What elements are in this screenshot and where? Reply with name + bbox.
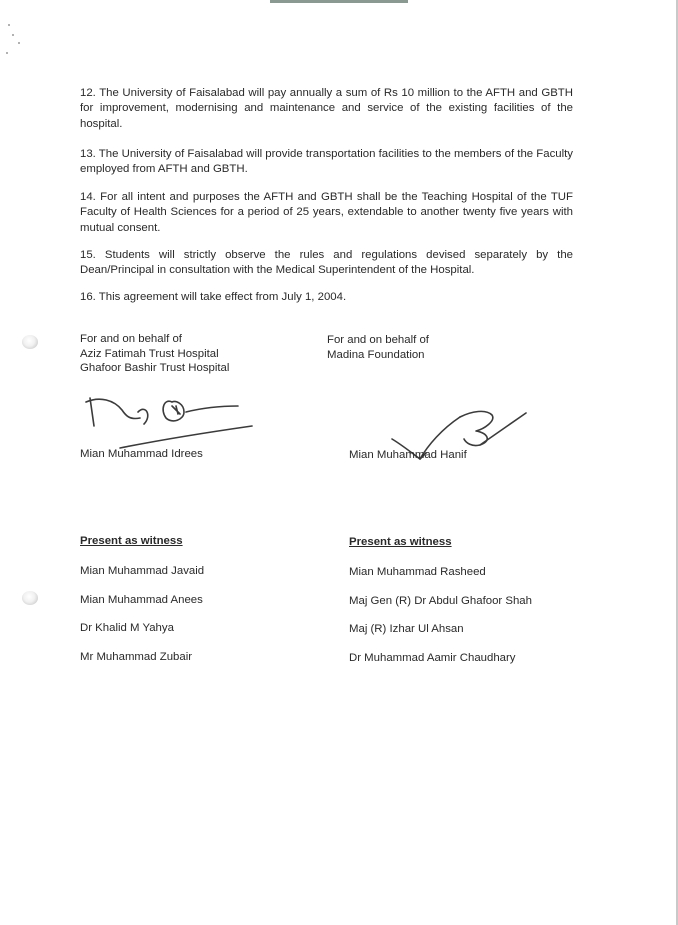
scan-speck (12, 34, 14, 36)
left-witness-list (80, 564, 204, 679)
witness-name: Mr Muhammad Zubair (80, 651, 193, 664)
clause-15: 15. Students will strictly observe the rules and regulations devised separately by the Dean/Principal in consultation with the Medical Superintendent of the Hospital. (80, 249, 573, 277)
left-signatory-name: Mian Muhammad Idrees (80, 448, 203, 460)
on-behalf-label: For and on behalf of (327, 334, 429, 346)
clause-12: 12. The University of Faisalabad will pay annually a sum of Rs 10 million to the AFTH and GBTH for improvement, modernising and maintenance and service of the existing facilities of the hospital. (80, 87, 573, 130)
witness-name: Dr Muhammad Aamir Chaudhary (349, 652, 516, 665)
witness-name: Mian Muhammad Anees (80, 593, 203, 606)
witness-name: Maj Gen (R) Dr Abdul Ghafoor Shah (349, 594, 532, 607)
scan-edge-mark (270, 0, 408, 3)
scan-speck (8, 24, 10, 26)
organisation-name: Aziz Fatimah Trust Hospital (80, 347, 219, 360)
punch-hole (22, 591, 38, 605)
scan-speck (6, 52, 8, 54)
left-witness-heading: Present as witness (80, 535, 183, 547)
organisation-name: Ghafoor Bashir Trust Hospital (80, 362, 230, 374)
scan-speck (18, 42, 20, 44)
witness-name: Mian Muhammad Javaid (80, 565, 205, 577)
left-signatory-block (80, 332, 229, 376)
clause-13: 13. The University of Faisalabad will provide transportation facilities to the members of the Faculty employed from AFTH and GBTH. (80, 148, 573, 176)
right-signatory-block (327, 333, 429, 362)
right-handwritten-signature (380, 405, 530, 475)
clause-16: 16. This agreement will take effect from July 1, 2004. (80, 291, 347, 303)
punch-hole (22, 335, 38, 349)
witness-name: Dr Khalid M Yahya (80, 622, 174, 635)
organisation-name: Madina Foundation (327, 348, 425, 361)
right-witness-heading: Present as witness (349, 536, 452, 548)
right-signatory-name: Mian Muhammad Hanif (349, 449, 467, 461)
right-witness-list (349, 565, 532, 680)
witness-name: Maj (R) Izhar Ul Ahsan (349, 623, 464, 636)
on-behalf-label: For and on behalf of (80, 333, 182, 345)
clause-14: 14. For all intent and purposes the AFTH and GBTH shall be the Teaching Hospital of the TUF Faculty of Health Sciences for a period of 25 years, extendable to another twenty five years with mutual consent. (80, 191, 573, 234)
witness-name: Mian Muhammad Rasheed (349, 566, 486, 578)
